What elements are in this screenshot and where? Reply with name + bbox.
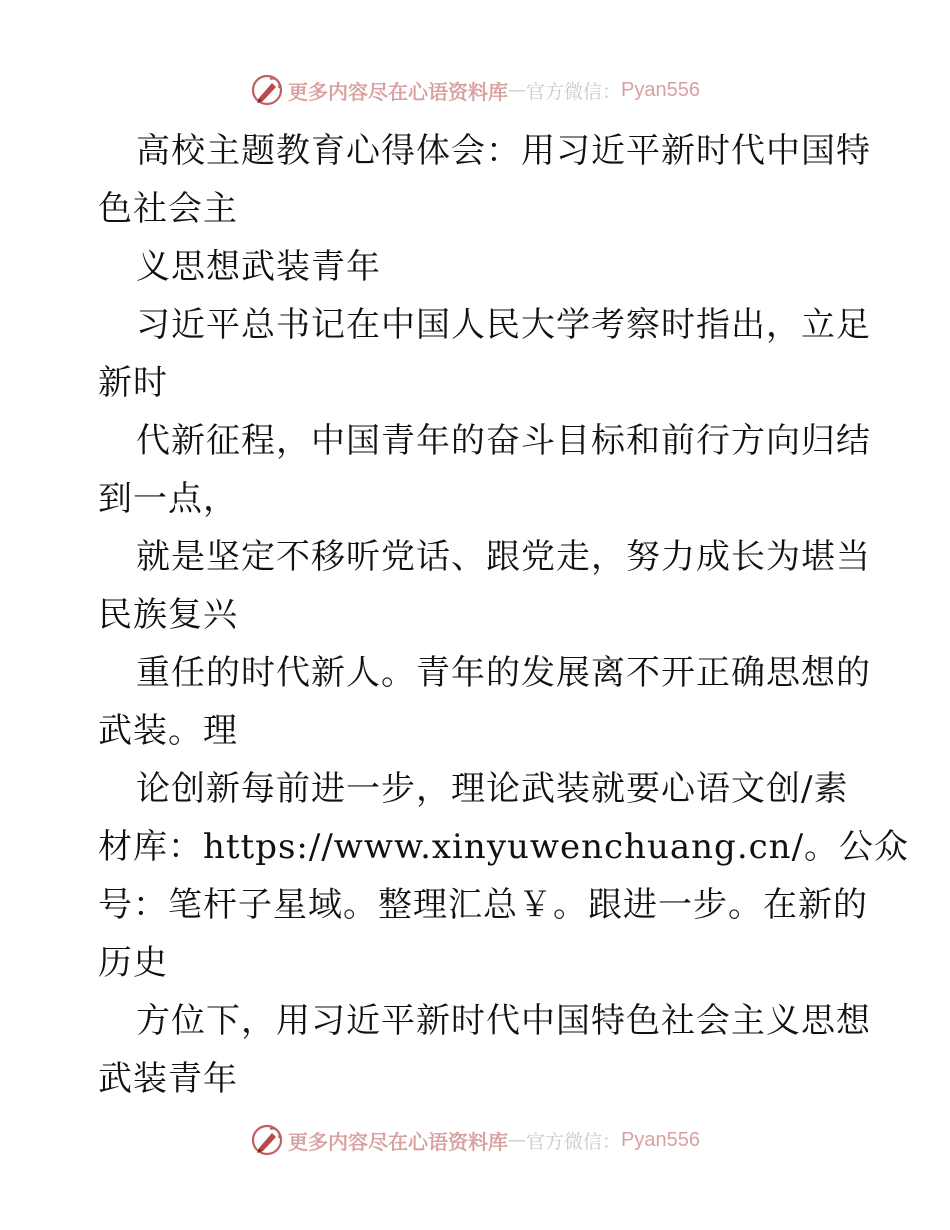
text-line: 代新征程，中国青年的奋斗目标和前行方向归结 (136, 421, 871, 461)
text-line: 武装青年 (98, 1059, 238, 1099)
text-line: 材库：https://www.xinyuwenchuang.cn/。公众 (98, 827, 910, 867)
watermark-main-text: 更多内容尽在心语资料库 (288, 79, 508, 104)
watermark-handle: Pyan556 (621, 78, 700, 101)
watermark-dash: — (508, 79, 526, 101)
header-watermark (0, 70, 950, 110)
text-line: 习近平总书记在中国人民大学考察时指出，立足 (136, 305, 871, 345)
text-line: 新时 (98, 363, 168, 403)
pen-logo-icon (250, 1123, 284, 1157)
text-line: 到一点， (98, 479, 238, 519)
text-line: 号：笔杆子星域。整理汇总￥。跟进一步。在新的 (98, 885, 868, 925)
text-line: 武装。理 (98, 711, 238, 751)
watermark-main-text: 更多内容尽在心语资料库 (288, 1129, 508, 1154)
text-line: 民族复兴 (98, 595, 238, 635)
text-line: 历史 (98, 943, 168, 983)
watermark-sub-text: 官方微信： (526, 80, 622, 103)
footer-watermark (0, 1120, 950, 1160)
text-line: 色社会主 (98, 189, 238, 229)
text-line: 方位下，用习近平新时代中国特色社会主义思想 (136, 1001, 871, 1041)
text-line: 重任的时代新人。青年的发展离不开正确思想的 (136, 653, 871, 693)
pen-logo-icon (250, 73, 284, 107)
watermark-dash: — (508, 1129, 526, 1151)
document-body (98, 122, 910, 1108)
text-line: 高校主题教育心得体会：用习近平新时代中国特 (136, 131, 871, 171)
watermark-handle: Pyan556 (621, 1128, 700, 1151)
watermark-sub-text: 官方微信： (526, 1130, 622, 1153)
text-line: 论创新每前进一步，理论武装就要心语文创/素 (136, 769, 849, 809)
text-line: 就是坚定不移听党话、跟党走，努力成长为堪当 (136, 537, 871, 577)
text-line: 义思想武装青年 (136, 247, 381, 287)
